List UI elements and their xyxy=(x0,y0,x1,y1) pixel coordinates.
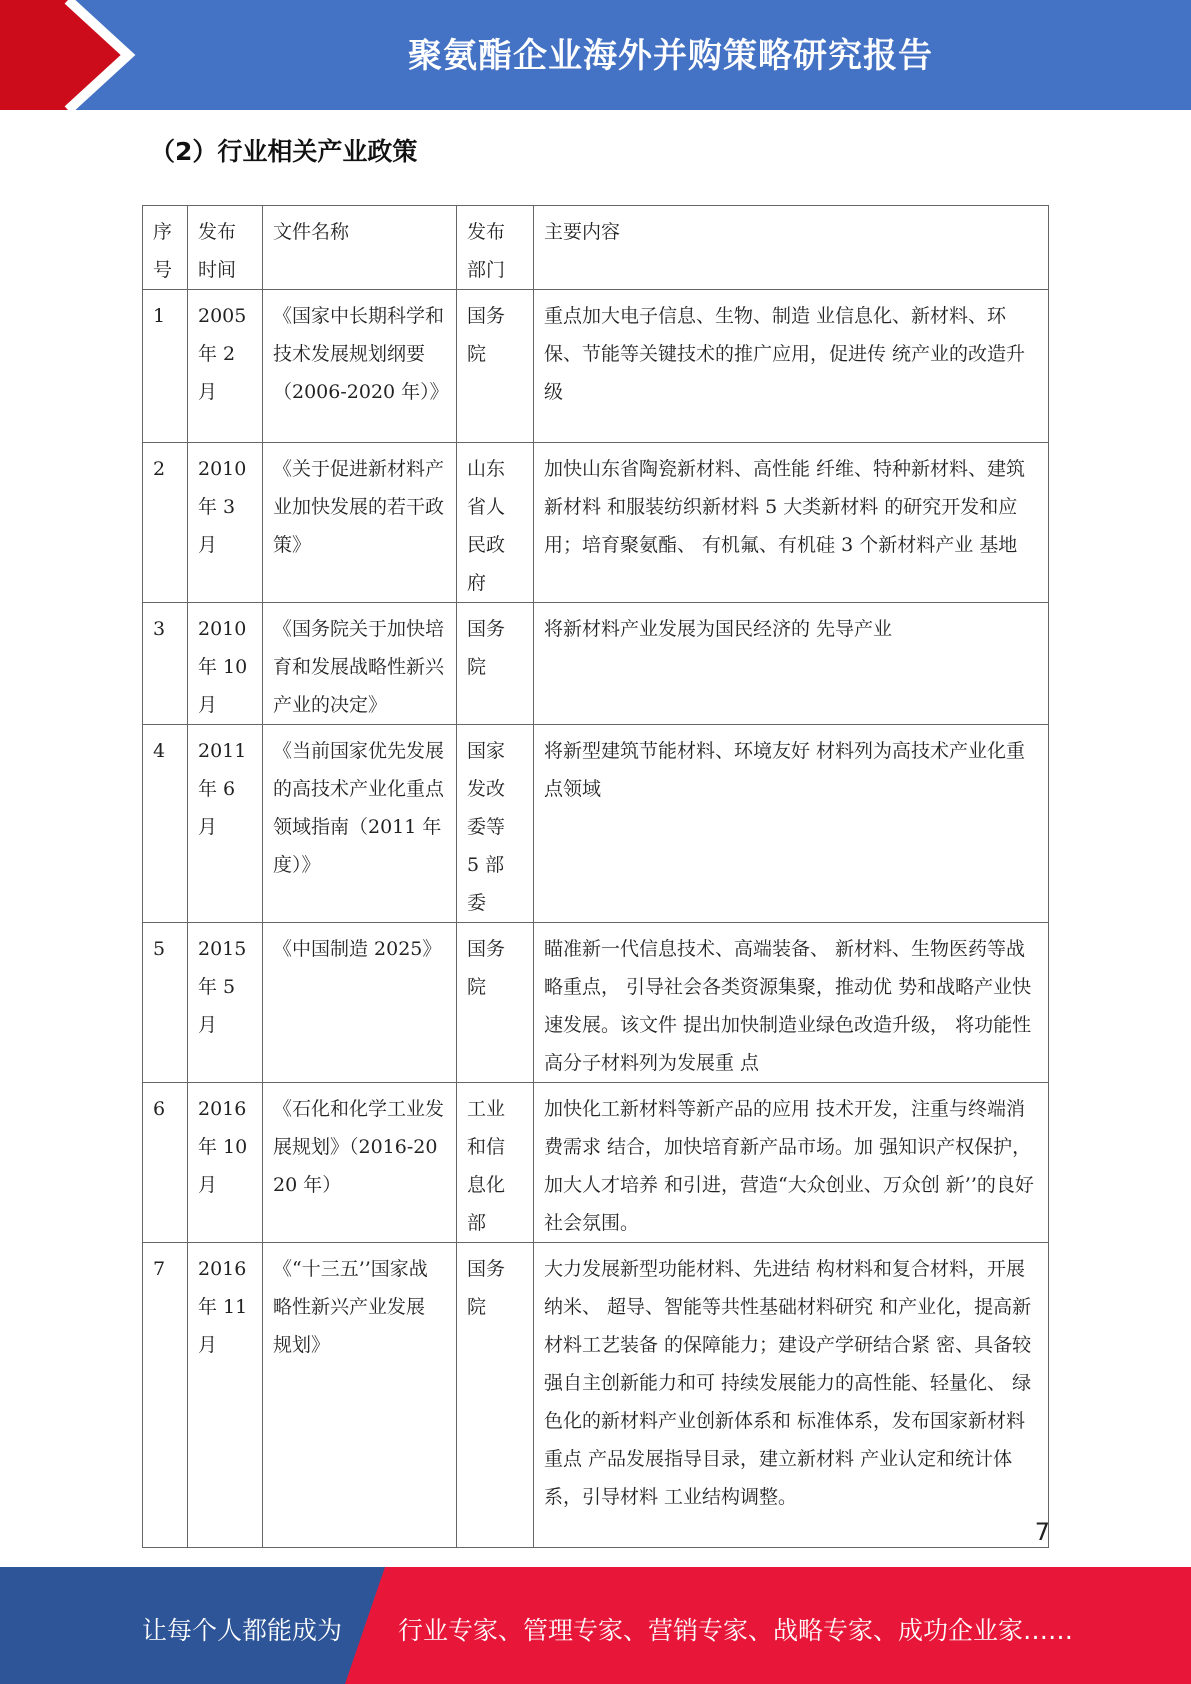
policy-table xyxy=(142,205,1049,1548)
page-number: 7 xyxy=(1034,1518,1050,1546)
red-chevron-decoration xyxy=(0,0,150,110)
header-no: 序号 xyxy=(143,206,188,290)
cell-content: 将新型建筑节能材料、环境友好 材料列为高技术产业化重点领域 xyxy=(534,725,1049,923)
cell-doc: 《“十三五’’国家战 略性新兴产业发展 规划》 xyxy=(263,1243,457,1548)
cell-content: 瞄准新一代信息技术、高端装备、 新材料、生物医药等战略重点， 引导社会各类资源集聚，推动优 势和战略产业快速发展。该文件 提出加快制造业绿色改造升级， 将功能性高分子材料列为发展重 点 xyxy=(534,923,1049,1083)
table-row xyxy=(143,923,1049,1083)
cell-no: 6 xyxy=(143,1083,188,1243)
page-header xyxy=(0,0,1191,110)
table-row xyxy=(143,725,1049,923)
cell-no: 1 xyxy=(143,290,188,443)
cell-dept: 国务院 xyxy=(457,923,534,1083)
cell-dept: 国务院 xyxy=(457,290,534,443)
table-row xyxy=(143,603,1049,725)
cell-doc: 《石化和化学工业发展规划》（2016-2020 年） xyxy=(263,1083,457,1243)
cell-dept: 山东省人民政府 xyxy=(457,443,534,603)
cell-doc: 《国家中长期科学和技术发展规划纲要（2006-2020 年）》 xyxy=(263,290,457,443)
cell-dept: 国务院 xyxy=(457,1243,534,1548)
header-doc: 文件名称 xyxy=(263,206,457,290)
table-row xyxy=(143,290,1049,443)
header-dept: 发布部门 xyxy=(457,206,534,290)
report-title: 聚氨酯企业海外并购策略研究报告 xyxy=(408,36,933,76)
cell-content: 加快化工新材料等新产品的应用 技术开发，注重与终端消费需求 结合，加快培育新产品市场。加 强知识产权保护，加大人才培养 和引进，营造“大众创业、万众创 新’’的良好社会氛围。 xyxy=(534,1083,1049,1243)
cell-dept: 国务院 xyxy=(457,603,534,725)
table-header-row xyxy=(143,206,1049,290)
cell-dept: 国家发改委等 5 部委 xyxy=(457,725,534,923)
header-date: 发布时间 xyxy=(188,206,263,290)
cell-no: 4 xyxy=(143,725,188,923)
cell-content: 大力发展新型功能材料、先进结 构材料和复合材料，开展纳米、 超导、智能等共性基础材料研究 和产业化，提高新材料工艺装备 的保障能力；建设产学研结合紧 密、具备较强自主创新能力和可 持续发展能力的高性能、轻量化、 绿色化的新材料产业创新体系和 标准体系，发布国家新材料重点 产品发展指导目录，建立新材料 产业认定和统计体系，引导材料 工业结构调整。 xyxy=(534,1243,1049,1548)
cell-doc: 《中国制造 2025》 xyxy=(263,923,457,1083)
table-row xyxy=(143,1083,1049,1243)
table-row xyxy=(143,1243,1049,1548)
cell-doc: 《国务院关于加快培育和发展战略性新兴产业的决定》 xyxy=(263,603,457,725)
footer-slogan-right: 行业专家、管理专家、营销专家、战略专家、成功企业家…… xyxy=(398,1616,1074,1645)
cell-no: 7 xyxy=(143,1243,188,1548)
cell-doc: 《当前国家优先发展的高技术产业化重点领域指南（2011 年度）》 xyxy=(263,725,457,923)
cell-date: 2010 年 10 月 xyxy=(188,603,263,725)
cell-content: 加快山东省陶瓷新材料、高性能 纤维、特种新材料、建筑新材料 和服装纺织新材料 5 大类新材料 的研究开发和应用；培育聚氨酯、 有机氟、有机硅 3 个新材料产业 基地 xyxy=(534,443,1049,603)
table-row xyxy=(143,443,1049,603)
cell-date: 2016 年 11 月 xyxy=(188,1243,263,1548)
header-content: 主要内容 xyxy=(534,206,1049,290)
cell-no: 2 xyxy=(143,443,188,603)
cell-no: 5 xyxy=(143,923,188,1083)
cell-content: 将新材料产业发展为国民经济的 先导产业 xyxy=(534,603,1049,725)
section-heading: （2）行业相关产业政策 xyxy=(150,137,418,166)
cell-date: 2011 年 6 月 xyxy=(188,725,263,923)
cell-date: 2010 年 3 月 xyxy=(188,443,263,603)
cell-no: 3 xyxy=(143,603,188,725)
cell-dept: 工业和信息化部 xyxy=(457,1083,534,1243)
cell-date: 2015 年 5 月 xyxy=(188,923,263,1083)
footer-slogan-left: 让每个人都能成为 xyxy=(142,1616,343,1645)
cell-doc: 《关于促进新材料产业加快发展的若干政策》 xyxy=(263,443,457,603)
page-footer xyxy=(0,1567,1191,1684)
cell-date: 2005 年 2 月 xyxy=(188,290,263,443)
cell-content: 重点加大电子信息、生物、制造 业信息化、新材料、环保、节能等关键技术的推广应用，促进传 统产业的改造升级 xyxy=(534,290,1049,443)
cell-date: 2016 年 10 月 xyxy=(188,1083,263,1243)
